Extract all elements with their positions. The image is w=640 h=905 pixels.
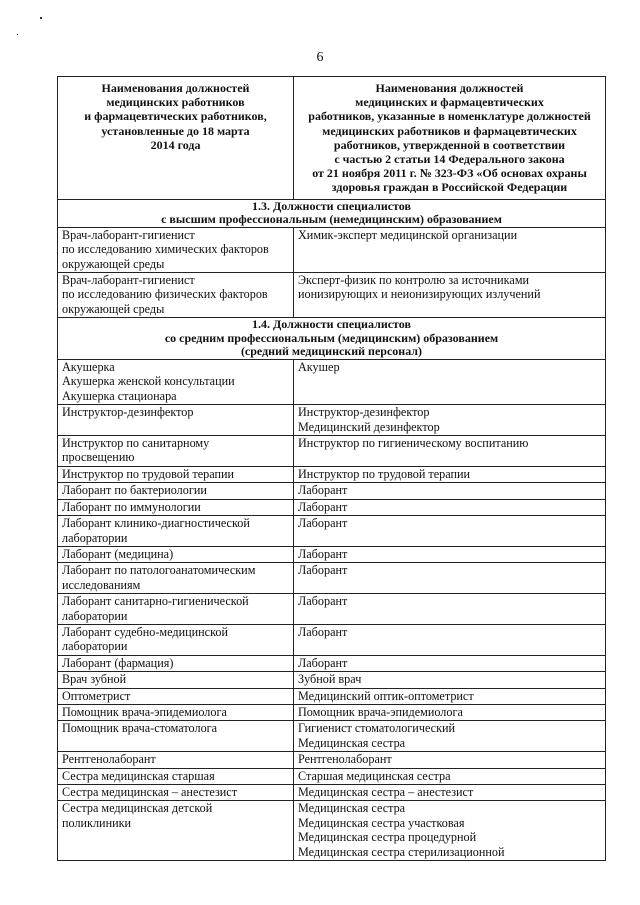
table-header-row [58,77,606,200]
old-position-name: Инструктор по трудовой терапии [58,466,294,482]
table-row [58,721,606,752]
table-row [58,655,606,671]
table-row [58,466,606,482]
header-new-names: Наименования должностей медицинских и фармацевтических работников, указанные в номенклатуре должностей медицинских работников и фармацевтических работников, утвержденной в соответствии с частью 2 статьи 14 Федерального закона от 21 ноября 2011 г. № 323-ФЗ «Об основах охраны здоровья граждан в Российской Федерации [294,77,606,200]
table-row [58,704,606,720]
table-row [58,227,606,272]
old-position-name: Помощник врача-стоматолога [58,721,294,752]
new-position-name: Лаборант [294,563,606,594]
old-position-name: Сестра медицинская детской поликлиники [58,801,294,861]
old-position-name: Помощник врача-эпидемиолога [58,704,294,720]
old-position-name: Инструктор-дезинфектор [58,405,294,436]
new-position-name: Инструктор по гигиеническому воспитанию [294,436,606,467]
old-position-name: Сестра медицинская – анестезист [58,785,294,801]
table-row [58,563,606,594]
old-position-name: Оптометрист [58,688,294,704]
table-row [58,360,606,405]
new-position-name: Акушер [294,360,606,405]
new-position-name: Эксперт-физик по контролю за источниками ионизирующих и неионизирующих излучений [294,273,606,318]
new-position-name: Гигиенист стоматологический Медицинская сестра [294,721,606,752]
table-row [58,785,606,801]
table-row [58,752,606,768]
new-position-name: Лаборант [294,546,606,562]
table-row [58,801,606,861]
new-position-name: Лаборант [294,655,606,671]
section-title: 1.4. Должности специалистов со средним профессиональным (медицинским) образованием (средний медицинский персонал) [58,318,606,360]
table-row [58,688,606,704]
table-row [58,483,606,499]
table-row [58,405,606,436]
old-position-name: Врач зубной [58,672,294,688]
old-position-name: Лаборант по иммунологии [58,499,294,515]
new-position-name: Лаборант [294,483,606,499]
old-position-name: Сестра медицинская старшая [58,768,294,784]
old-position-name: Рентгенолаборант [58,752,294,768]
table-row [58,516,606,547]
new-position-name: Лаборант [294,594,606,625]
section-heading-row [58,318,606,360]
table-row [58,436,606,467]
new-position-name: Медицинский оптик-оптометрист [294,688,606,704]
section-heading-row [58,199,606,227]
old-position-name: Лаборант (фармация) [58,655,294,671]
new-position-name: Рентгенолаборант [294,752,606,768]
new-position-name: Старшая медицинская сестра [294,768,606,784]
old-position-name: Лаборант по бактериологии [58,483,294,499]
table-row [58,768,606,784]
table-row [58,624,606,655]
new-position-name: Зубной врач [294,672,606,688]
old-position-name: Акушерка Акушерка женской консультации Акушерка стационара [58,360,294,405]
old-position-name: Лаборант (медицина) [58,546,294,562]
header-old-names: Наименования должностей медицинских работников и фармацевтических работников, установленные до 18 марта 2014 года [58,77,294,200]
old-position-name: Инструктор по санитарному просвещению [58,436,294,467]
new-position-name: Инструктор по трудовой терапии [294,466,606,482]
old-position-name: Врач-лаборант-гигиенист по исследованию физических факторов окружающей среды [58,273,294,318]
new-position-name: Инструктор-дезинфектор Медицинский дезинфектор [294,405,606,436]
table-body [58,199,606,860]
new-position-name: Лаборант [294,499,606,515]
table-row [58,499,606,515]
new-position-name: Медицинская сестра Медицинская сестра участковая Медицинская сестра процедурной Медицинская сестра стерилизационной [294,801,606,861]
positions-table [57,76,606,861]
table-row [58,594,606,625]
old-position-name: Лаборант клинико-диагностической лаборатории [58,516,294,547]
page-number: 6 [316,50,324,65]
old-position-name: Лаборант судебно-медицинской лаборатории [58,624,294,655]
section-title: 1.3. Должности специалистов с высшим профессиональным (немедицинским) образованием [58,199,606,227]
table-row [58,546,606,562]
old-position-name: Врач-лаборант-гигиенист по исследованию химических факторов окружающей среды [58,227,294,272]
table-row [58,273,606,318]
table-row [58,672,606,688]
new-position-name: Помощник врача-эпидемиолога [294,704,606,720]
old-position-name: Лаборант санитарно-гигиенической лаборатории [58,594,294,625]
new-position-name: Лаборант [294,624,606,655]
new-position-name: Медицинская сестра – анестезист [294,785,606,801]
old-position-name: Лаборант по патологоанатомическим исследованиям [58,563,294,594]
new-position-name: Химик-эксперт медицинской организации [294,227,606,272]
new-position-name: Лаборант [294,516,606,547]
